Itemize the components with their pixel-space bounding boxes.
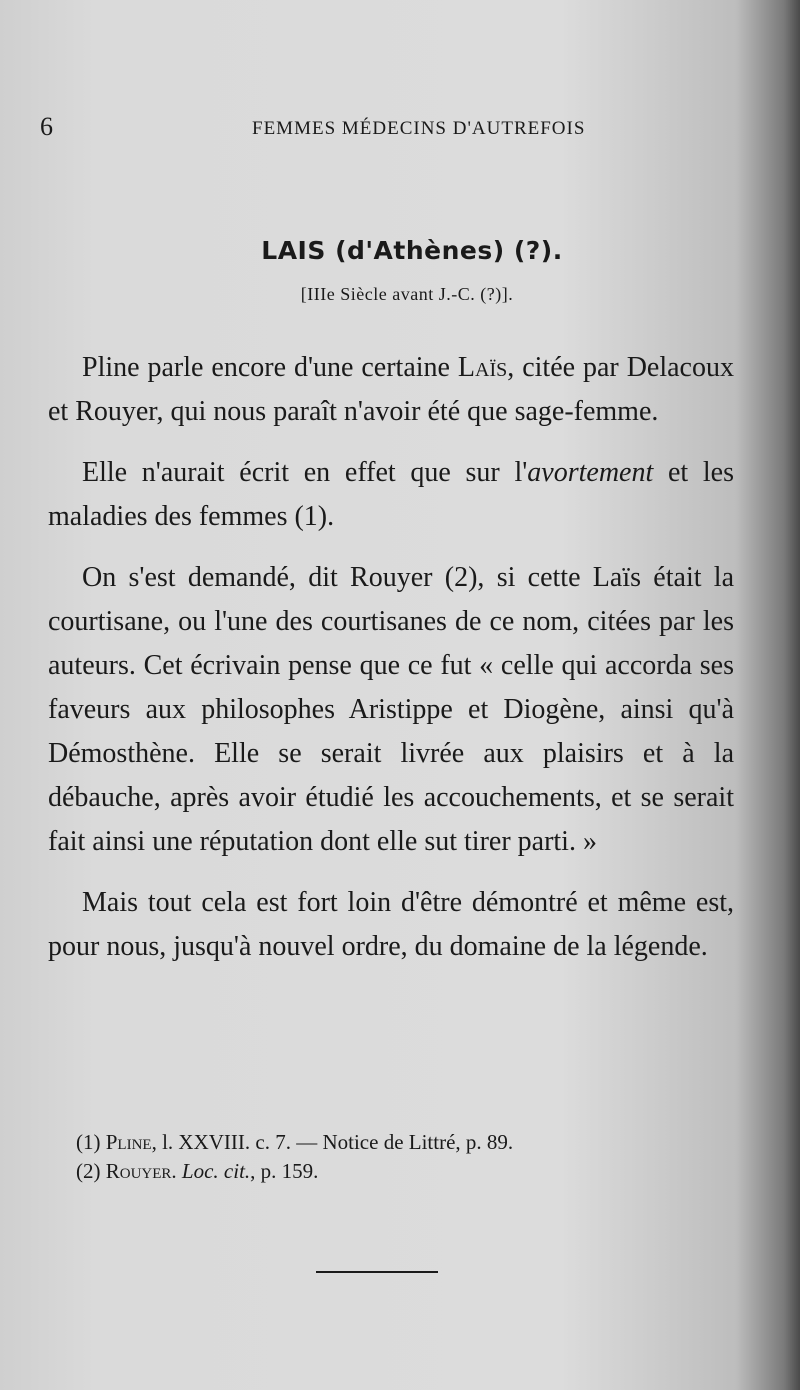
entry-subtitle: [IIIe Siècle avant J.-C. (?)]. [300,284,514,304]
paragraph-1-part-1: Pline parle encore d'une certaine [82,352,458,383]
paragraph-3: On s'est demandé, dit Rouyer (2), si cette Laïs était la courtisane, ou l'une des courtisanes de ce nom, citées par les auteurs. Cet écrivain pense que ce fut « celle qui accorda ses faveurs aux philosophes Aristippe et Diogène, ainsi qu'à Démosthène. Elle se serait livrée aux plaisirs et à la débauche, après avoir étudié les accouchements, et se serait fait ainsi une réputation dont elle sut tirer parti. » [48,562,734,857]
entry-title: LAIS (d'Athènes) (?). [261,236,563,265]
end-rule [316,1271,438,1273]
footnote-1-text: , l. XXVIII. c. 7. — Notice de Littré, p. 89. [151,1130,514,1154]
name-lais: Laïs [457,352,508,383]
footnote-2-author: Rouyer [105,1159,172,1183]
paragraph-2 [48,451,734,539]
running-title: FEMMES MÉDECINS D'AUTREFOIS [252,118,586,139]
footnote-2 [76,1157,736,1186]
page-header [40,112,760,144]
paragraph-2-part-3: et les maladies des femmes (1). [48,457,735,532]
paragraph-2-part-1: Elle n'aurait écrit en effet que sur l' [82,457,528,488]
italic-term: avortement [527,457,654,488]
footnote-1-author: Pline [105,1130,152,1154]
paragraph-4: Mais tout cela est fort loin d'être démontré et même est, pour nous, jusqu'à nouvel ordre, du domaine de la légende. [48,887,734,962]
paragraph-1-part-3: , citée par Delacoux et Rouyer, qui nous paraît n'avoir été que sage-femme. [48,352,734,427]
page-number: 6 [40,112,53,141]
footnote-1-number: (1) [76,1130,106,1154]
body-text [48,346,734,986]
footnote-2-text: , p. 159. [250,1159,319,1183]
footnote-1 [76,1128,736,1157]
footnotes [76,1128,736,1186]
footnote-2-reference: Loc. cit. [181,1159,251,1183]
footnote-2-separator: . [171,1159,182,1183]
paragraph-1 [48,346,734,434]
footnote-2-number: (2) [76,1159,106,1183]
